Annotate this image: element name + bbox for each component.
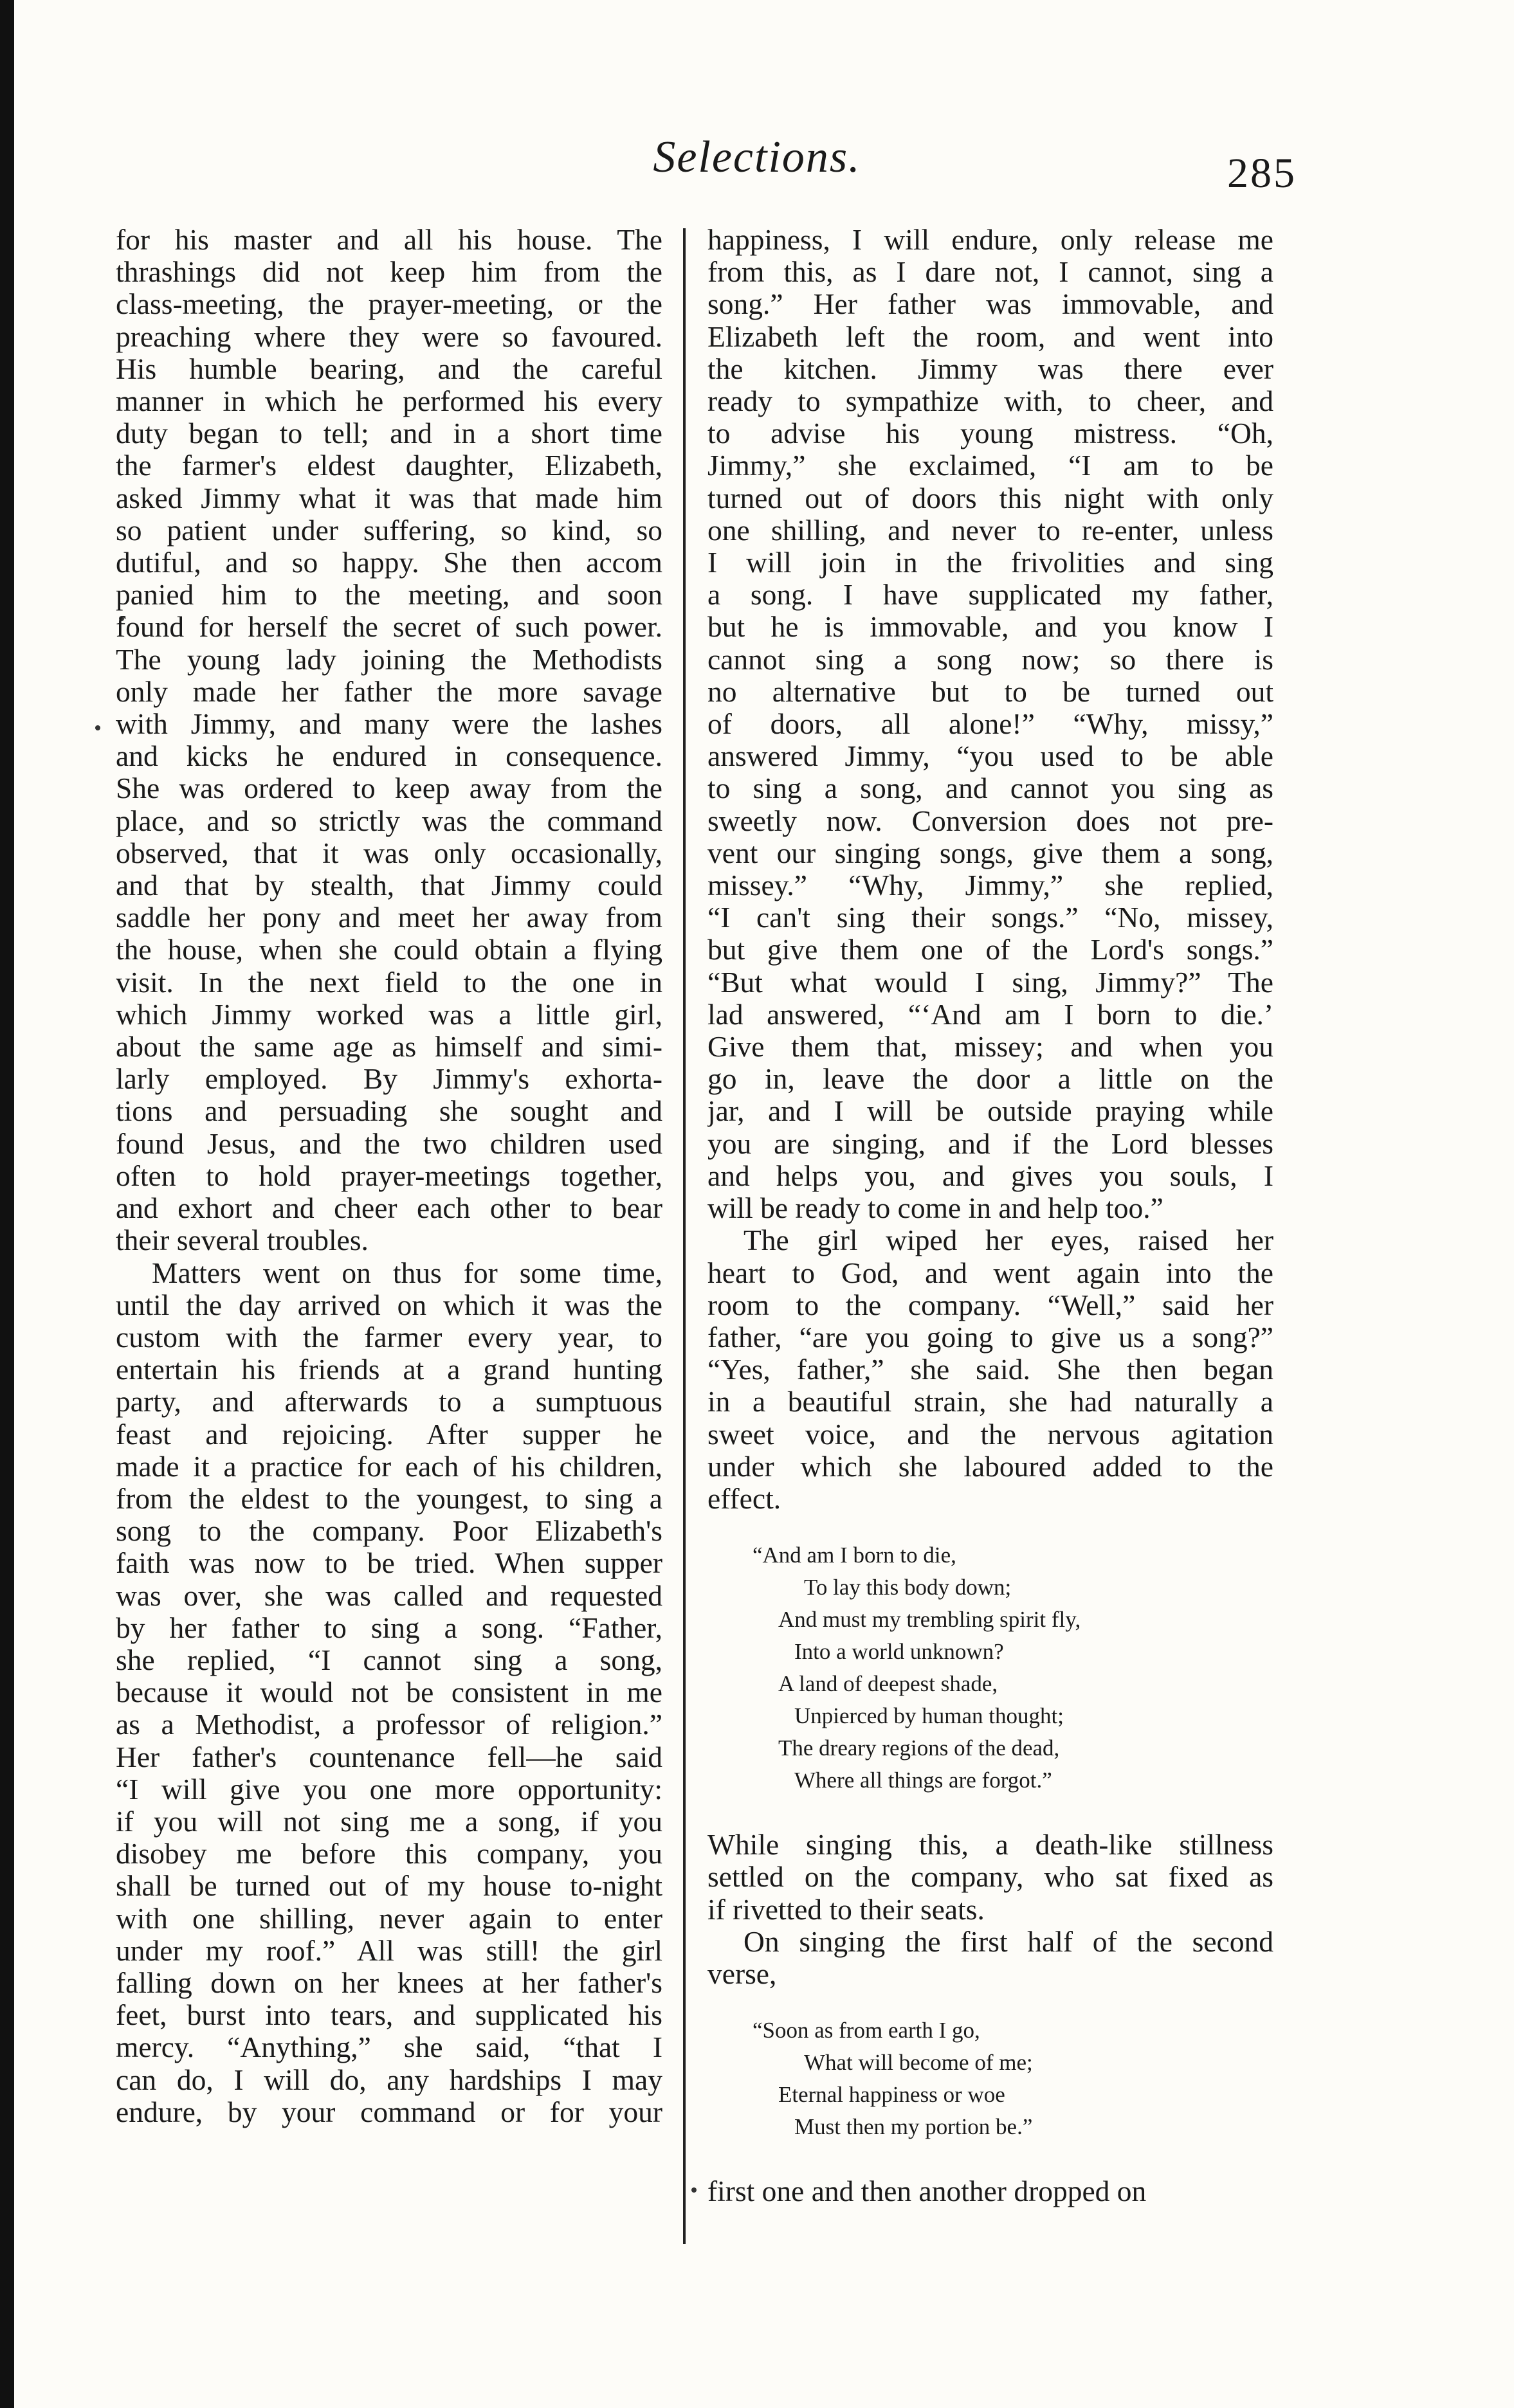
text-line: duty began to tell; and in a short time xyxy=(116,417,662,450)
text-line: His humble bearing, and the careful xyxy=(116,352,662,385)
verse-line: Unpierced by human thought; xyxy=(794,1703,1064,1729)
text-line: you are singing, and if the Lord blesses xyxy=(707,1127,1273,1160)
verse-line: To lay this body down; xyxy=(804,1575,1012,1600)
text-line: so patient under suffering, so kind, so xyxy=(116,514,662,547)
text-line: Jimmy,” she exclaimed, “I am to be xyxy=(707,449,1273,482)
text-line: first one and then another dropped on xyxy=(707,2175,1147,2208)
text-line: mercy. “Anything,” she said, “that I xyxy=(116,2031,662,2064)
text-line: heart to God, and went again into the xyxy=(707,1256,1273,1289)
text-line: no alternative but to be turned out xyxy=(707,675,1273,708)
verse-line: Where all things are forgot.” xyxy=(794,1768,1052,1793)
text-line: verse, xyxy=(707,1957,777,1990)
page-number: 285 xyxy=(1227,150,1297,197)
right-column-text-top xyxy=(707,224,1273,1515)
text-line: to advise his young mistress. “Oh, xyxy=(707,417,1273,450)
text-line: answered Jimmy, “you used to be able xyxy=(707,740,1273,773)
page-edge-shadow xyxy=(0,0,14,2408)
text-line: dutiful, and so happy. She then accom xyxy=(116,547,662,579)
text-line: thrashings did not keep him from the xyxy=(116,256,662,289)
text-line: Matters went on thus for some time, xyxy=(152,1256,662,1289)
text-line: will be ready to come in and help too.” xyxy=(707,1192,1163,1225)
text-line: and kicks he endured in consequence. xyxy=(116,740,662,773)
text-line: The young lady joining the Methodists xyxy=(116,643,662,676)
text-line: which Jimmy worked was a little girl, xyxy=(116,998,662,1031)
text-line: and exhort and cheer each other to bear xyxy=(116,1192,662,1225)
text-line: She was ordered to keep away from the xyxy=(116,772,662,805)
text-line: disobey me before this company, you xyxy=(116,1838,662,1870)
text-line: place, and so strictly was the command xyxy=(116,804,662,837)
left-column xyxy=(116,224,662,2128)
text-line: faith was now to be tried. When supper xyxy=(116,1547,662,1580)
verse-line: Into a world unknown? xyxy=(794,1639,1004,1665)
text-line: only made her father the more savage xyxy=(116,675,662,708)
text-line: happiness, I will endure, only release me xyxy=(707,224,1273,256)
text-line: about the same age as himself and simi- xyxy=(116,1031,662,1064)
text-line: shall be turned out of my house to-night xyxy=(116,1870,662,1903)
text-line: the farmer's eldest daughter, Elizabeth, xyxy=(116,449,662,482)
text-line: for his master and all his house. The xyxy=(116,224,662,256)
text-line: as a Methodist, a professor of religion.” xyxy=(116,1708,662,1741)
text-line: sweetly now. Conversion does not pre- xyxy=(707,804,1273,837)
text-line: until the day arrived on which it was the xyxy=(116,1289,662,1321)
right-column-text-bottom xyxy=(707,2175,1273,2207)
text-line: sweet voice, and the nervous agitation xyxy=(707,1418,1273,1451)
text-line: father, “are you going to give us a song?” xyxy=(707,1321,1273,1353)
text-line: “But what would I sing, Jimmy?” The xyxy=(707,966,1273,999)
text-line: preaching where they were so favoured. xyxy=(116,320,662,353)
text-line: Her father's countenance fell—he said xyxy=(116,1741,662,1773)
text-line: ready to sympathize with, to cheer, and xyxy=(707,385,1273,418)
column-divider xyxy=(683,228,686,2244)
text-line: their several troubles. xyxy=(116,1224,369,1257)
text-line: with one shilling, never again to enter xyxy=(116,1902,662,1935)
text-line: “Yes, father,” she said. She then began xyxy=(707,1353,1273,1386)
text-line: under which she laboured added to the xyxy=(707,1450,1273,1483)
text-line: feet, burst into tears, and supplicated his xyxy=(116,1999,662,2032)
text-line: in a beautiful strain, she had naturally a xyxy=(707,1386,1273,1418)
text-line: cannot sing a song now; so there is xyxy=(707,643,1273,676)
text-line: from this, as I dare not, I cannot, sing a xyxy=(707,256,1273,289)
text-line: with Jimmy, and many were the lashes xyxy=(116,708,662,741)
text-line: falling down on her knees at her father's xyxy=(116,1966,662,1999)
text-line: manner in which he performed his every xyxy=(116,385,662,418)
text-line: but he is immovable, and you know I xyxy=(707,611,1273,644)
text-line: the house, when she could obtain a flying xyxy=(116,934,662,966)
text-line: to sing a song, and cannot you sing as xyxy=(707,772,1273,805)
text-line: and helps you, and gives you souls, I xyxy=(707,1159,1273,1192)
text-line: found for herself the secret of such power. xyxy=(116,611,662,644)
text-line: of doors, all alone!” “Why, missy,” xyxy=(707,708,1273,741)
text-line: lad answered, “‘And am I born to die.’ xyxy=(707,998,1273,1031)
text-line: because it would not be consistent in me xyxy=(116,1676,662,1709)
running-header: Selections. xyxy=(653,132,861,182)
text-line: if you will not sing me a song, if you xyxy=(116,1805,662,1838)
text-line: often to hold prayer-meetings together, xyxy=(116,1159,662,1192)
verse-line: Must then my portion be.” xyxy=(794,2114,1033,2140)
text-line: “I can't sing their songs.” “No, missey, xyxy=(707,901,1273,934)
text-line: can do, I will do, any hardships I may xyxy=(116,2063,662,2096)
verse-line: “Soon as from earth I go, xyxy=(752,2018,980,2043)
text-line: she replied, “I cannot sing a song, xyxy=(116,1643,662,1676)
verse-line: Eternal happiness or woe xyxy=(778,2082,1005,2108)
text-line: On singing the first half of the second xyxy=(743,1925,1273,1958)
verse-line: A land of deepest shade, xyxy=(778,1671,998,1697)
text-line: missey.” “Why, Jimmy,” she replied, xyxy=(707,869,1273,902)
text-line: “I will give you one more opportunity: xyxy=(116,1773,662,1806)
verse-line: The dreary regions of the dead, xyxy=(778,1735,1060,1761)
text-line: but give them one of the Lord's songs.” xyxy=(707,934,1273,966)
text-line: feast and rejoicing. After supper he xyxy=(116,1418,662,1451)
ink-speck xyxy=(691,2187,697,2193)
hymn-verse-2 xyxy=(707,2014,1273,2143)
text-line: settled on the company, who sat fixed as xyxy=(707,1861,1273,1894)
text-line: larly employed. By Jimmy's exhorta- xyxy=(116,1063,662,1096)
text-line: The girl wiped her eyes, raised her xyxy=(743,1224,1273,1257)
text-line: effect. xyxy=(707,1482,781,1515)
verse-line: And must my trembling spirit fly, xyxy=(778,1607,1081,1633)
right-column-text-middle xyxy=(707,1829,1273,1990)
text-line: and that by stealth, that Jimmy could xyxy=(116,869,662,902)
text-line: endure, by your command or for your xyxy=(116,2096,662,2128)
text-line: from the eldest to the youngest, to sing a xyxy=(116,1482,662,1515)
text-line: go in, leave the door a little on the xyxy=(707,1063,1273,1096)
text-line: turned out of doors this night with only xyxy=(707,482,1273,514)
right-column xyxy=(707,224,1273,2207)
text-line: While singing this, a death-like stillness xyxy=(707,1829,1273,1861)
text-line: song to the company. Poor Elizabeth's xyxy=(116,1515,662,1548)
verse-line: “And am I born to die, xyxy=(752,1543,956,1568)
text-line: the kitchen. Jimmy was there ever xyxy=(707,352,1273,385)
hymn-verse-1 xyxy=(707,1539,1273,1797)
text-line: vent our singing songs, give them a song, xyxy=(707,837,1273,869)
text-line: one shilling, and never to re-enter, unless xyxy=(707,514,1273,547)
text-line: a song. I have supplicated my father, xyxy=(707,579,1273,611)
text-line: if rivetted to their seats. xyxy=(707,1893,985,1926)
text-line: I will join in the frivolities and sing xyxy=(707,547,1273,579)
text-line: saddle her pony and meet her away from xyxy=(116,901,662,934)
text-line: observed, that it was only occasionally, xyxy=(116,837,662,869)
text-line: room to the company. “Well,” said her xyxy=(707,1289,1273,1321)
text-line: Give them that, missey; and when you xyxy=(707,1031,1273,1064)
text-line: party, and afterwards to a sumptuous xyxy=(116,1386,662,1418)
text-line: was over, she was called and requested xyxy=(116,1579,662,1612)
text-line: panied him to the meeting, and soon xyxy=(116,579,662,611)
text-line: visit. In the next field to the one in xyxy=(116,966,662,999)
verse-line: What will become of me; xyxy=(804,2050,1033,2076)
text-line: under my roof.” All was still! the girl xyxy=(116,1934,662,1967)
text-line: custom with the farmer every year, to xyxy=(116,1321,662,1353)
ink-speck xyxy=(95,725,100,730)
text-line: jar, and I will be outside praying while xyxy=(707,1095,1273,1128)
text-line: found Jesus, and the two children used xyxy=(116,1127,662,1160)
text-line: by her father to sing a song. “Father, xyxy=(116,1611,662,1644)
text-line: made it a practice for each of his children, xyxy=(116,1450,662,1483)
text-line: song.” Her father was immovable, and xyxy=(707,288,1273,321)
text-line: asked Jimmy what it was that made him xyxy=(116,482,662,514)
text-line: class-meeting, the prayer-meeting, or the xyxy=(116,288,662,321)
text-line: entertain his friends at a grand hunting xyxy=(116,1353,662,1386)
text-line: tions and persuading she sought and xyxy=(116,1095,662,1128)
text-line: Elizabeth left the room, and went into xyxy=(707,320,1273,353)
